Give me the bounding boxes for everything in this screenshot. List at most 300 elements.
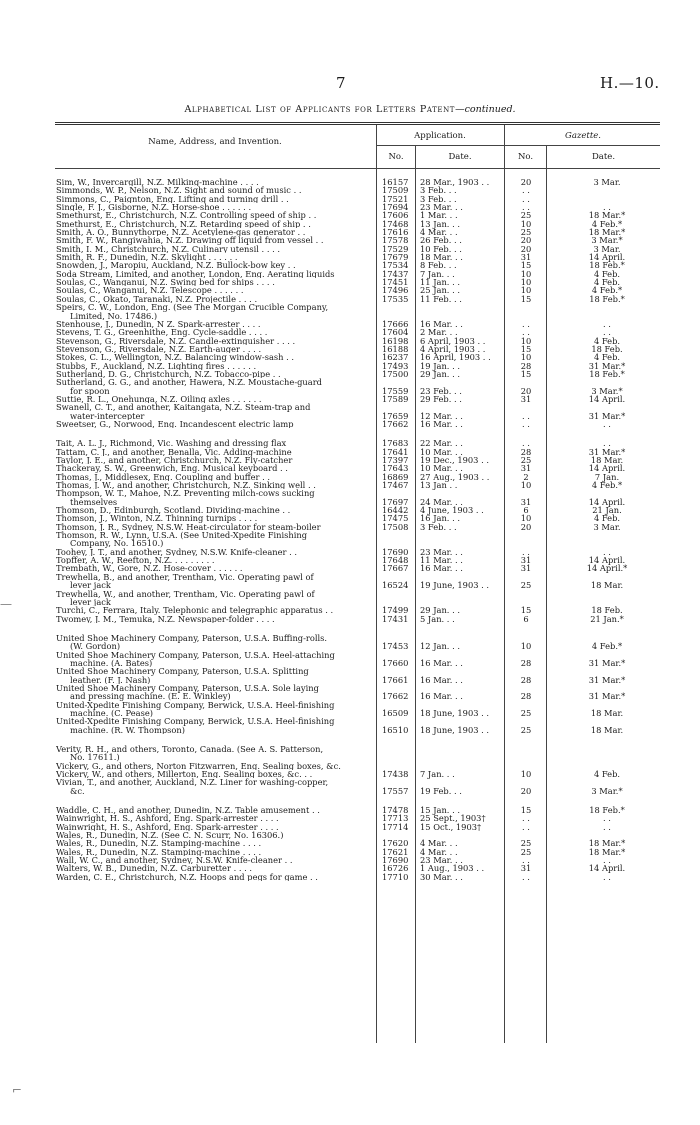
applicant-name-cell bbox=[56, 270, 374, 278]
table-row bbox=[55, 745, 660, 762]
applicant-name-cell bbox=[56, 667, 374, 684]
application-no-cell: 17397 bbox=[382, 455, 409, 465]
applicant-name-cell bbox=[56, 762, 374, 770]
table-row bbox=[55, 523, 660, 531]
application-date-cell: 4 April, 1903 . . bbox=[420, 343, 486, 354]
applicant-name-cell bbox=[56, 745, 374, 762]
gazette-no-cell: 10 bbox=[520, 641, 532, 652]
applicant-name-cell bbox=[56, 556, 374, 564]
gazette-date-cell: 18 Feb.* bbox=[589, 260, 625, 271]
application-date-cell: 16 April, 1903 . . bbox=[420, 352, 491, 363]
applicant-name-cell bbox=[56, 770, 374, 778]
application-no-cell: 17641 bbox=[382, 446, 409, 457]
gazette-no-cell: 6 bbox=[523, 505, 529, 516]
table-row bbox=[55, 286, 660, 294]
applicant-name-cell bbox=[56, 548, 374, 556]
gazette-date-cell: 4 Feb.* bbox=[591, 285, 623, 296]
application-date-cell: 12 Jan. . . bbox=[420, 641, 460, 652]
application-date-cell: 11 Jan. . . bbox=[420, 277, 460, 288]
table-row bbox=[55, 548, 660, 556]
application-date-cell: 19 Feb. . . bbox=[420, 785, 462, 796]
applicant-name-cell bbox=[56, 615, 374, 623]
applicant-line-continued: machine. (R. W. Thompson) bbox=[70, 724, 185, 734]
applicant-name-cell bbox=[56, 245, 374, 253]
applicant-line: Stevenson, G., Riversdale, N.Z. Earth-auger . . . . bbox=[56, 344, 262, 354]
application-date-cell: 15 Oct., 1903† bbox=[420, 821, 482, 832]
gazette-no-cell: 20 bbox=[520, 177, 532, 187]
application-date-cell: 8 Feb. . . bbox=[420, 260, 457, 271]
applicant-line: Smethurst, E., Christchurch, N.Z. Retarding speed of ship . . bbox=[56, 219, 311, 229]
applicant-line: Turchi, C., Ferrara, Italy. Telephonic and telegraphic apparatus . . bbox=[56, 606, 334, 615]
table-row bbox=[55, 228, 660, 236]
applicant-line: Smith, F. W., Rangiwahia, N.Z. Drawing off liquid from vessel . . bbox=[56, 236, 324, 245]
application-no-cell: 17713 bbox=[382, 813, 409, 824]
table-row bbox=[55, 195, 660, 203]
table-row bbox=[55, 362, 660, 370]
table-row bbox=[55, 806, 660, 814]
applicant-name-cell bbox=[56, 278, 374, 286]
table-row bbox=[55, 615, 660, 623]
applicant-name-cell bbox=[56, 303, 374, 320]
table-row bbox=[55, 701, 660, 718]
gazette-no-cell: 15 bbox=[520, 343, 532, 354]
application-no-cell: 17616 bbox=[382, 227, 409, 238]
gazette-no-cell: 20 bbox=[520, 235, 532, 246]
application-no-cell: 17604 bbox=[382, 327, 409, 338]
gazette-date-cell: 4 Feb. bbox=[593, 769, 621, 780]
applicant-line: United Shoe Machinery Company, Paterson, U.S.A. Sole laying bbox=[56, 683, 319, 693]
application-date-cell: 11 Feb. . . bbox=[420, 293, 462, 304]
gazette-date-cell: . . bbox=[603, 418, 611, 429]
applicant-line: United Shoe Machinery Company, Paterson, U.S.A. Heel-attaching bbox=[56, 650, 335, 660]
applicant-line: Trembath, W., Gore, N.Z. Hose-cover . . . . . . bbox=[56, 564, 243, 573]
table-row bbox=[55, 245, 660, 253]
table-row bbox=[55, 762, 660, 770]
gazette-no-cell: 28 bbox=[520, 446, 532, 457]
table-row bbox=[55, 564, 660, 572]
applicant-name-cell bbox=[56, 395, 374, 403]
gazette-date-cell: . . bbox=[603, 855, 611, 866]
gazette-no-cell: 10 bbox=[520, 335, 532, 346]
application-no-cell: 17621 bbox=[382, 846, 409, 857]
gazette-no-cell: 20 bbox=[520, 385, 532, 396]
applicant-line-continued: themselves bbox=[70, 496, 118, 507]
applicant-name-cell bbox=[56, 564, 374, 572]
application-no-cell: 17667 bbox=[382, 563, 409, 574]
application-date-cell: 18 June, 1903 . . bbox=[420, 707, 490, 718]
application-date-cell: 4 Mar. . . bbox=[420, 227, 458, 238]
applicant-line: Vickery, W., and others, Millerton, Eng. Sealing boxes, &c. . . bbox=[56, 770, 313, 779]
applicant-name-cell bbox=[56, 873, 374, 881]
applicant-name-cell bbox=[56, 328, 374, 336]
gazette-no-cell: 28 bbox=[520, 657, 532, 668]
application-no-cell: 17509 bbox=[382, 185, 409, 196]
application-date-cell: 10 Mar. . . bbox=[420, 463, 463, 474]
table-row bbox=[55, 420, 660, 428]
applicant-line: United Shoe Machinery Company, Paterson, U.S.A. Splitting bbox=[56, 667, 309, 677]
gazette-date-cell: 14 April. bbox=[588, 496, 626, 507]
application-no-cell: 17451 bbox=[382, 277, 409, 288]
application-date-cell: 29 Feb. . . bbox=[420, 393, 462, 404]
applicant-line-continued: water-intercepter bbox=[70, 410, 145, 420]
gazette-date-cell: 14 April. bbox=[588, 463, 626, 474]
gazette-date-cell: . . bbox=[603, 871, 611, 882]
applicant-line: Vivian, T., and another, Auckland, N.Z. Liner for washing-copper, bbox=[56, 778, 329, 788]
table-row bbox=[55, 303, 660, 320]
applicant-name-cell bbox=[56, 353, 374, 361]
applicant-line: Soda Stream, Limited, and another, London, Eng. Aerating liquids bbox=[56, 269, 335, 279]
application-no-cell: 17467 bbox=[382, 480, 409, 491]
application-no-cell: 17499 bbox=[382, 605, 409, 616]
group-spacer bbox=[55, 428, 660, 439]
gazette-no-cell: 31 bbox=[520, 252, 532, 263]
application-date-cell: 6 April, 1903 . . bbox=[420, 335, 486, 346]
gazette-date-cell: 18 Feb. bbox=[591, 605, 623, 616]
gazette-date-cell: 4 Feb. bbox=[593, 268, 621, 279]
application-no-cell: 17710 bbox=[382, 871, 409, 882]
gazette-no-cell: 15 bbox=[520, 368, 532, 379]
applicant-line: Waddle, C. H., and another, Dunedin, N.Z. Table amusement . . bbox=[56, 806, 320, 815]
gazette-date-cell: . . bbox=[603, 438, 611, 449]
gazette-no-cell: . . bbox=[522, 855, 530, 866]
applicant-line: Simmonds, W. P., Nelson, N.Z. Sight and sound of music . . bbox=[56, 186, 302, 195]
application-no-cell: 17557 bbox=[382, 785, 409, 796]
application-no-cell: 17468 bbox=[382, 218, 409, 229]
applicant-name-cell bbox=[56, 211, 374, 219]
application-no-cell: 17559 bbox=[382, 385, 409, 396]
gazette-date-cell: 18 Mar. bbox=[590, 455, 624, 465]
applicant-line: Swanell, C. T., and another, Kaitangata, N.Z. Steam-trap and bbox=[56, 403, 311, 413]
application-no-cell: 16237 bbox=[382, 352, 409, 363]
gazette-date-cell: 4 Feb. bbox=[593, 335, 621, 346]
application-date-cell: 23 Mar. . . bbox=[420, 855, 463, 866]
applicant-line-continued: lever jack bbox=[70, 580, 111, 590]
gazette-date-cell: 18 Mar. bbox=[590, 580, 624, 591]
applicant-name-cell bbox=[56, 806, 374, 814]
gazette-no-cell: 25 bbox=[520, 455, 532, 465]
page-number: 7 bbox=[336, 74, 346, 92]
gazette-no-cell: . . bbox=[522, 410, 530, 421]
application-no-cell: 16509 bbox=[382, 707, 409, 718]
table-row bbox=[55, 856, 660, 864]
applicant-name-cell bbox=[56, 420, 374, 428]
table-row bbox=[55, 353, 660, 361]
application-date-cell: 16 Jan. . . bbox=[420, 513, 460, 524]
application-no-cell: 17493 bbox=[382, 360, 409, 371]
applicant-name-cell bbox=[56, 481, 374, 489]
applicant-line: United-Xpedite Finishing Company, Berwick, U.S.A. Heel-finishing bbox=[56, 700, 335, 710]
application-date-cell: 1 Mar. . . bbox=[420, 210, 458, 221]
applicant-line: Wales, R., Dunedin, N.Z. (See C. N. Scurr, No. 16306.) bbox=[56, 831, 284, 840]
gazette-date-cell: 4 Feb. bbox=[593, 513, 621, 524]
applicant-name-cell bbox=[56, 228, 374, 236]
application-date-cell: 23 Mar. . . bbox=[420, 546, 463, 557]
gazette-date-cell: 31 Mar.* bbox=[588, 360, 626, 371]
gazette-date-cell: 7 Jan. bbox=[594, 471, 620, 482]
application-no-cell: 17714 bbox=[382, 821, 409, 832]
gazette-date-cell: 31 Mar.* bbox=[588, 674, 626, 685]
gazette-date-cell: 4 Feb.* bbox=[591, 641, 623, 652]
table-row bbox=[55, 606, 660, 614]
table-row bbox=[55, 261, 660, 269]
applicant-line: Walters, W. B., Dunedin, N.Z. Carburetter . . . . bbox=[56, 864, 253, 873]
gazette-no-cell: 20 bbox=[520, 785, 532, 796]
application-no-cell: 17578 bbox=[382, 235, 409, 246]
table-row bbox=[55, 378, 660, 395]
applicant-line: Suttie, R. L., Onehunga, N.Z. Oiling axles . . . . . . bbox=[56, 394, 262, 404]
table-row bbox=[55, 448, 660, 456]
applicant-name-cell bbox=[56, 590, 374, 607]
table-row bbox=[55, 220, 660, 228]
applicant-name-cell bbox=[56, 489, 374, 506]
application-date-cell: 25 Sept., 1903† bbox=[420, 813, 486, 824]
applicant-line: Vickery, G., and others, Norton Fitzwarren, Eng. Sealing boxes, &c. bbox=[56, 761, 341, 771]
table-row bbox=[55, 328, 660, 336]
table-row bbox=[55, 864, 660, 872]
applicant-name-cell bbox=[56, 606, 374, 614]
application-date-cell: 3 Feb. . . bbox=[420, 185, 457, 196]
applicant-line: Warden, C. E., Christchurch, N.Z. Hoops and pegs for game . . bbox=[56, 872, 318, 882]
gazette-no-cell: . . bbox=[522, 318, 530, 329]
table-row bbox=[55, 211, 660, 219]
applicant-line: Topffer, A. W., Reefton, N.Z. . . . . . . . . bbox=[56, 556, 215, 565]
application-no-cell: 17521 bbox=[382, 193, 409, 204]
applicant-line: Thomson, R. W., Lynn, U.S.A. (See United-Xpedite Finishing bbox=[56, 531, 308, 541]
header-subrule bbox=[377, 145, 660, 146]
table-row bbox=[55, 823, 660, 831]
gazette-date-cell: . . bbox=[603, 813, 611, 824]
applicant-line: Trewhella, W., and another, Trentham, Vic. Operating pawl of bbox=[56, 589, 315, 599]
application-no-cell: 17508 bbox=[382, 521, 409, 532]
gazette-no-cell: . . bbox=[522, 327, 530, 338]
applicant-name-cell bbox=[56, 337, 374, 345]
gazette-date-cell: 3 Mar. bbox=[593, 243, 621, 254]
applicant-line-continued: No. 17611.) bbox=[70, 752, 120, 762]
applicant-name-cell bbox=[56, 203, 374, 211]
gazette-no-cell: 15 bbox=[520, 605, 532, 616]
applicant-line: Soulas, C., Wanganui, N.Z. Telescope . . . . . . bbox=[56, 286, 244, 295]
applicant-name-cell bbox=[56, 220, 374, 228]
applicant-line: Sutherland, G. G., and another, Hawera, N.Z. Moustache-guard bbox=[56, 378, 322, 388]
application-no-cell: 17620 bbox=[382, 838, 409, 849]
table-row bbox=[55, 403, 660, 420]
application-date-cell: 7 Jan. . . bbox=[420, 268, 455, 279]
table-row bbox=[55, 337, 660, 345]
table-row bbox=[55, 651, 660, 668]
application-date-cell: 1 Aug., 1903 . . bbox=[420, 863, 485, 874]
gazette-no-cell: 10 bbox=[520, 352, 532, 363]
gazette-date-cell: 21 Jan.* bbox=[590, 613, 624, 624]
header-application: Application. bbox=[414, 131, 466, 141]
applicant-line: Tait, A. L. J., Richmond, Vic. Washing and dressing flax bbox=[56, 439, 287, 448]
table-body bbox=[55, 178, 660, 881]
applicant-line: Trewhella, B., and another, Trentham, Vic. Operating pawl of bbox=[56, 572, 314, 582]
gazette-no-cell: 10 bbox=[520, 480, 532, 491]
applicant-line: Single, F. J., Gisborne, N.Z. Horse-shoe . . . . . . bbox=[56, 203, 252, 212]
gazette-no-cell: 15 bbox=[520, 260, 532, 271]
applicant-line: Thomson, D., Edinburgh, Scotland. Dividing-machine . . bbox=[56, 506, 291, 515]
application-no-cell: 16157 bbox=[382, 177, 409, 187]
applicant-line: Thompson, W. T., Mahoe, N.Z. Preventing milch-cows sucking bbox=[56, 489, 315, 499]
gazette-no-cell: . . bbox=[522, 193, 530, 204]
application-no-cell: 17431 bbox=[382, 613, 409, 624]
applicant-line: Stubbs, F., Auckland, N.Z. Lighting fires . . . . . . bbox=[56, 361, 257, 370]
applicant-line: Sutherland, D. G., Christchurch, N.Z. Tobacco-pipe . . bbox=[56, 369, 281, 379]
applicant-name-cell bbox=[56, 856, 374, 864]
gazette-date-cell: 18 Mar.* bbox=[588, 846, 626, 857]
gazette-date-cell: 31 Mar.* bbox=[588, 410, 626, 421]
table-row bbox=[55, 531, 660, 548]
gazette-date-cell: 14 April. bbox=[588, 863, 626, 874]
application-no-cell: 17438 bbox=[382, 769, 409, 780]
application-no-cell: 16442 bbox=[382, 505, 409, 516]
application-date-cell: 25 Jan. . . bbox=[420, 285, 460, 296]
applicant-name-cell bbox=[56, 178, 374, 186]
gazette-date-cell: 31 Mar.* bbox=[588, 657, 626, 668]
gazette-date-cell: 4 Feb. bbox=[593, 277, 621, 288]
gazette-no-cell: . . bbox=[522, 813, 530, 824]
gazette-date-cell: 4 Feb.* bbox=[591, 480, 623, 491]
gazette-no-cell: . . bbox=[522, 202, 530, 213]
table-row bbox=[55, 186, 660, 194]
application-no-cell: 16188 bbox=[382, 343, 409, 354]
applicant-name-cell bbox=[56, 848, 374, 856]
gazette-no-cell: 2 bbox=[523, 471, 529, 482]
application-date-cell: 28 Mar., 1903 . . bbox=[420, 177, 490, 187]
gazette-date-cell: 18 Feb.* bbox=[589, 368, 625, 379]
applicant-name-cell bbox=[56, 573, 374, 590]
gazette-date-cell: 3 Mar.* bbox=[591, 385, 623, 396]
table-row bbox=[55, 295, 660, 303]
table-row bbox=[55, 814, 660, 822]
gazette-no-cell: . . bbox=[522, 185, 530, 196]
gazette-no-cell: 31 bbox=[520, 863, 532, 874]
application-date-cell: 23 Feb. . . bbox=[420, 385, 462, 396]
gazette-no-cell: 31 bbox=[520, 555, 532, 566]
applicant-name-cell bbox=[56, 456, 374, 464]
gazette-no-cell: 31 bbox=[520, 393, 532, 404]
application-no-cell: 17694 bbox=[382, 202, 409, 213]
application-no-cell: 17666 bbox=[382, 318, 409, 329]
gazette-date-cell: 3 Mar.* bbox=[591, 235, 623, 246]
application-date-cell: 16 Mar. . . bbox=[420, 657, 463, 668]
applicant-line: Simmons, C., Paignton, Eng. Lifting and turning drill . . bbox=[56, 194, 289, 204]
table-row bbox=[55, 684, 660, 701]
applicant-line: Smethurst, E., Christchurch, N.Z. Controlling speed of ship . . bbox=[56, 211, 317, 220]
applicant-line: Thomas, J., Middlesex, Eng. Coupling and buffer . . bbox=[56, 472, 271, 482]
gazette-date-cell: 3 Mar.* bbox=[591, 785, 623, 796]
application-date-cell: 13 Jan . . bbox=[420, 480, 458, 491]
application-no-cell: 17437 bbox=[382, 268, 409, 279]
table-row bbox=[55, 831, 660, 839]
applicant-name-cell bbox=[56, 186, 374, 194]
table-row bbox=[55, 395, 660, 403]
gazette-date-cell: 14 April. bbox=[588, 555, 626, 566]
application-date-cell: 11 Mar. . . bbox=[420, 555, 463, 566]
gazette-no-cell: 25 bbox=[520, 846, 532, 857]
applicant-name-cell bbox=[56, 823, 374, 831]
header-application-date: Date. bbox=[448, 152, 472, 162]
header-gazette: Gazette. bbox=[565, 131, 601, 141]
application-date-cell: 27 Aug., 1903 . . bbox=[420, 471, 490, 482]
header-gazette-no: No. bbox=[517, 152, 534, 162]
application-date-cell: 12 Mar. . . bbox=[420, 410, 463, 421]
applicant-line: Toohey, J. T., and another, Sydney, N.S.W. Knife-cleaner . . bbox=[56, 547, 298, 557]
applicant-line: Thomson, J. R., Sydney, N.S.W. Heat-circulator for steam-boiler bbox=[56, 522, 321, 532]
gazette-date-cell: 3 Mar. bbox=[593, 521, 621, 532]
application-date-cell: 16 Mar. . . bbox=[420, 563, 463, 574]
gazette-no-cell: 31 bbox=[520, 563, 532, 574]
gazette-no-cell: 10 bbox=[520, 769, 532, 780]
gazette-date-cell: . . bbox=[603, 546, 611, 557]
applicant-line: Sim, W., Invercargill, N.Z. Milking-machine . . . . bbox=[56, 178, 259, 187]
applicant-name-cell bbox=[56, 839, 374, 847]
applicant-name-cell bbox=[56, 195, 374, 203]
applicant-line-continued: machine. (C. Pease) bbox=[70, 707, 154, 718]
applicant-line: Stevenson, G., Riversdale, N.Z. Candle-extinguisher . . . . bbox=[56, 336, 296, 345]
application-no-cell: 17496 bbox=[382, 285, 409, 296]
application-date-cell: 26 Feb. . . bbox=[420, 235, 462, 246]
application-no-cell: 17500 bbox=[382, 368, 409, 379]
header-application-no: No. bbox=[388, 152, 404, 162]
table-row bbox=[55, 178, 660, 186]
application-date-cell: 30 Mar. . . bbox=[420, 871, 463, 882]
gazette-date-cell: 18 Mar.* bbox=[588, 227, 626, 238]
header-gazette-date: Date. bbox=[591, 152, 616, 162]
table-row bbox=[55, 778, 660, 795]
applicant-name-cell bbox=[56, 831, 374, 839]
application-date-cell: 5 Jan. . . bbox=[420, 613, 455, 624]
gazette-no-cell: 20 bbox=[520, 521, 532, 532]
application-date-cell: 19 Jan. . . bbox=[420, 360, 460, 371]
table-row bbox=[55, 320, 660, 328]
applicant-line: Sweetser, G., Norwood, Eng. Incandescent electric lamp bbox=[56, 419, 294, 429]
table-row bbox=[55, 370, 660, 378]
margin-mark: — bbox=[0, 597, 12, 611]
application-date-cell: 22 Mar. . . bbox=[420, 438, 463, 449]
applicant-name-cell bbox=[56, 814, 374, 822]
gazette-no-cell: . . bbox=[522, 871, 530, 882]
application-date-cell: 4 Mar. . . bbox=[420, 846, 458, 857]
gazette-no-cell: 25 bbox=[520, 227, 532, 238]
series-number: H.—10. bbox=[600, 74, 660, 92]
application-date-cell: 4 Mar. . . bbox=[420, 838, 458, 849]
gazette-date-cell: 21 Jan. bbox=[592, 505, 622, 516]
applicant-line: Wainwright, H. S., Ashford, Eng. Spark-arrester . . . . bbox=[56, 822, 279, 832]
applicant-line: Stevens, T. G., Greenhithe, Eng. Cycle-saddle . . . . bbox=[56, 328, 268, 337]
application-no-cell: 16869 bbox=[382, 471, 409, 482]
application-date-cell: 16 Mar. . . bbox=[420, 691, 463, 702]
gazette-date-cell: 31 Mar.* bbox=[588, 446, 626, 457]
gazette-no-cell: . . bbox=[522, 546, 530, 557]
application-no-cell: 17643 bbox=[382, 463, 409, 474]
header-bottom-rule bbox=[55, 168, 660, 169]
applicant-line-continued: leather. (F. J. Nash) bbox=[70, 674, 151, 684]
heading-caps: Alphabetical List of Applicants for Letters Patent bbox=[184, 104, 456, 115]
table-row bbox=[55, 345, 660, 353]
applicant-line: Smith, A. O., Bunnythorpe, N.Z. Acetylene-gas generator . . bbox=[56, 228, 306, 237]
gazette-date-cell: . . bbox=[603, 821, 611, 832]
applicant-name-cell bbox=[56, 295, 374, 303]
group-spacer bbox=[55, 734, 660, 745]
group-spacer bbox=[55, 623, 660, 634]
applicant-name-cell bbox=[56, 514, 374, 522]
gazette-no-cell: 10 bbox=[520, 268, 532, 279]
table-row bbox=[55, 253, 660, 261]
applicant-name-cell bbox=[56, 261, 374, 269]
applicant-name-cell bbox=[56, 701, 374, 718]
gazette-date-cell: 18 Feb. bbox=[591, 343, 623, 354]
